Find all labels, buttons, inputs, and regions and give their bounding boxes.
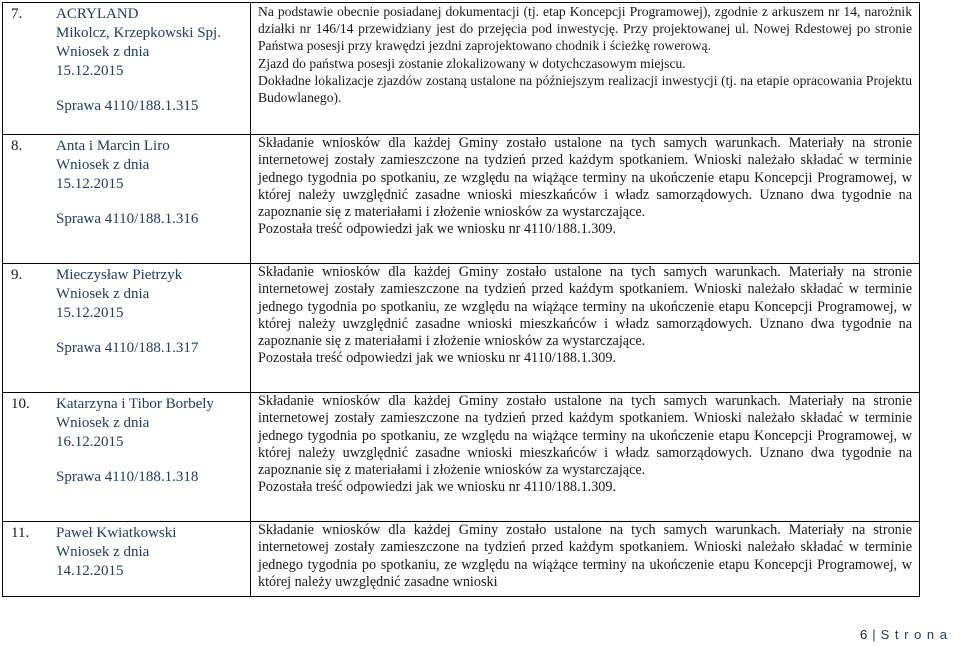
response-cell bbox=[251, 135, 920, 264]
response-8 bbox=[251, 135, 919, 239]
applicant-request-label: Wniosek z dnia bbox=[56, 44, 150, 60]
page-footer bbox=[860, 627, 948, 642]
applicant-request-date: 16.12.2015 bbox=[56, 434, 124, 450]
applicant-name: ACRYLAND bbox=[56, 6, 139, 22]
applicant-case-number: Sprawa 4110/188.1.315 bbox=[56, 98, 199, 114]
applicant-7 bbox=[3, 3, 250, 134]
page-label: S t r o n a bbox=[880, 627, 948, 642]
response-paragraph: Zjazd do państwa posesji zostanie zlokalizowany w dotychczasowym miejscu. bbox=[258, 55, 686, 71]
response-cell bbox=[251, 522, 920, 597]
response-paragraph: Składanie wniosków dla każdej Gminy zostało ustalone na tych samych warunkach. Materiały na stronie internetowej zostały zamieszczone na tydzień przed każdym spotkaniem. Wnioski należało składać w terminie jednego tygodnia po spotkaniu, ze względu na wiążące terminy na ukończenie etapu Koncepcji Programowej, w której należy uwzględnić zasadne wnioski bbox=[258, 522, 912, 590]
applicant-number: 11. bbox=[11, 525, 30, 541]
response-paragraph: Na podstawie obecnie posiadanej dokumentacji (tj. etap Koncepcji Programowej), zgodnie z arkuszem nr 14, narożnik działki nr 146/14 przewidziany jest do przejęcia pod inwestycję. Przy projektowanej ul. Nowej Rdestowej po stronie Państwa posesji przy krawędzi jezdni zaprojektowano chodnik i ścieżkę rowerową. bbox=[258, 4, 912, 54]
response-paragraph: Składanie wniosków dla każdej Gminy zostało ustalone na tych samych warunkach. Materiały na stronie internetowej zostały zamieszczone na tydzień przed każdym spotkaniem. Wnioski należało składać w terminie jednego tygodnia po spotkaniu, ze względu na wiążące terminy na ukończenie etapu Koncepcji Programowej, w której należy uwzględnić zasadne wnioski mieszkańców i władz samorządowych. Uznano dwa tygodnie na zapoznanie się z materiałami i złożenie wniosków za wystarczające. bbox=[258, 264, 912, 350]
applicant-10 bbox=[3, 393, 250, 521]
footer-separator: | bbox=[872, 627, 877, 642]
response-7 bbox=[251, 3, 919, 106]
response-cell bbox=[251, 3, 920, 135]
applicant-number: 7. bbox=[11, 6, 23, 22]
applicant-cell bbox=[3, 3, 251, 135]
applicant-request-label: Wniosek z dnia bbox=[56, 157, 150, 173]
response-cell bbox=[251, 393, 920, 522]
table-row bbox=[3, 3, 920, 135]
applicant-request-label: Wniosek z dnia bbox=[56, 415, 150, 431]
applicant-case-number: Sprawa 4110/188.1.316 bbox=[56, 211, 199, 227]
applicant-request-date: 15.12.2015 bbox=[56, 176, 124, 192]
applicant-name: Katarzyna i Tibor Borbely bbox=[56, 396, 214, 412]
applicant-request-date: 15.12.2015 bbox=[56, 63, 124, 79]
response-10 bbox=[251, 393, 919, 497]
applicant-cell bbox=[3, 393, 251, 522]
response-paragraph: Składanie wniosków dla każdej Gminy zostało ustalone na tych samych warunkach. Materiały na stronie internetowej zostały zamieszczone na tydzień przed każdym spotkaniem. Wnioski należało składać w terminie jednego tygodnia po spotkaniu, ze względu na wiążące terminy na ukończenie etapu Koncepcji Programowej, w której należy uwzględnić zasadne wnioski mieszkańców i władz samorządowych. Uznano dwa tygodnie na zapoznanie się z materiałami i złożenie wniosków za wystarczające. bbox=[258, 393, 912, 479]
response-reference: Pozostała treść odpowiedzi jak we wniosku nr 4110/188.1.309. bbox=[258, 479, 617, 496]
applicant-name: Paweł Kwiatkowski bbox=[56, 525, 177, 541]
applicant-number: 9. bbox=[11, 267, 23, 283]
response-paragraph: Dokładne lokalizacje zjazdów zostaną ustalone na późniejszym realizacji inwestycji (tj. na etapie opracowania Projektu Budowlanego). bbox=[258, 72, 912, 106]
responses-table bbox=[2, 2, 920, 597]
applicant-cell bbox=[3, 264, 251, 393]
applicant-name: Mieczysław Pietrzyk bbox=[56, 267, 183, 283]
response-reference: Pozostała treść odpowiedzi jak we wniosku nr 4110/188.1.309. bbox=[258, 221, 617, 238]
applicant-number: 10. bbox=[11, 396, 30, 412]
applicant-9 bbox=[3, 264, 250, 392]
applicant-request-label: Wniosek z dnia bbox=[56, 286, 150, 302]
applicant-name: Anta i Marcin Liro bbox=[56, 138, 170, 154]
page-number: 6 bbox=[860, 627, 869, 642]
applicant-request-date: 14.12.2015 bbox=[56, 563, 124, 579]
response-reference: Pozostała treść odpowiedzi jak we wniosku nr 4110/188.1.309. bbox=[258, 350, 617, 367]
response-paragraph: Składanie wniosków dla każdej Gminy zostało ustalone na tych samych warunkach. Materiały na stronie internetowej zostały zamieszczone na tydzień przed każdym spotkaniem. Wnioski należało składać w terminie jednego tygodnia po spotkaniu, ze względu na wiążące terminy na ukończenie etapu Koncepcji Programowej, w której należy uwzględnić zasadne wnioski mieszkańców i władz samorządowych. Uznano dwa tygodnie na zapoznanie się z materiałami i złożenie wniosków za wystarczające. bbox=[258, 135, 912, 221]
table-row bbox=[3, 393, 920, 522]
applicant-8 bbox=[3, 135, 250, 263]
applicant-case-number: Sprawa 4110/188.1.317 bbox=[56, 340, 199, 356]
table-row bbox=[3, 522, 920, 597]
applicant-11 bbox=[3, 522, 250, 596]
response-11 bbox=[251, 522, 919, 591]
table-row bbox=[3, 135, 920, 264]
response-9 bbox=[251, 264, 919, 368]
response-cell bbox=[251, 264, 920, 393]
applicant-request-date: 15.12.2015 bbox=[56, 305, 124, 321]
applicant-request-label: Wniosek z dnia bbox=[56, 544, 150, 560]
applicant-cell bbox=[3, 522, 251, 597]
applicant-cell bbox=[3, 135, 251, 264]
applicant-name-line-2: Mikolcz, Krzepkowski Spj. bbox=[56, 25, 221, 41]
applicant-case-number: Sprawa 4110/188.1.318 bbox=[56, 469, 199, 485]
table-row bbox=[3, 264, 920, 393]
applicant-number: 8. bbox=[11, 138, 23, 154]
